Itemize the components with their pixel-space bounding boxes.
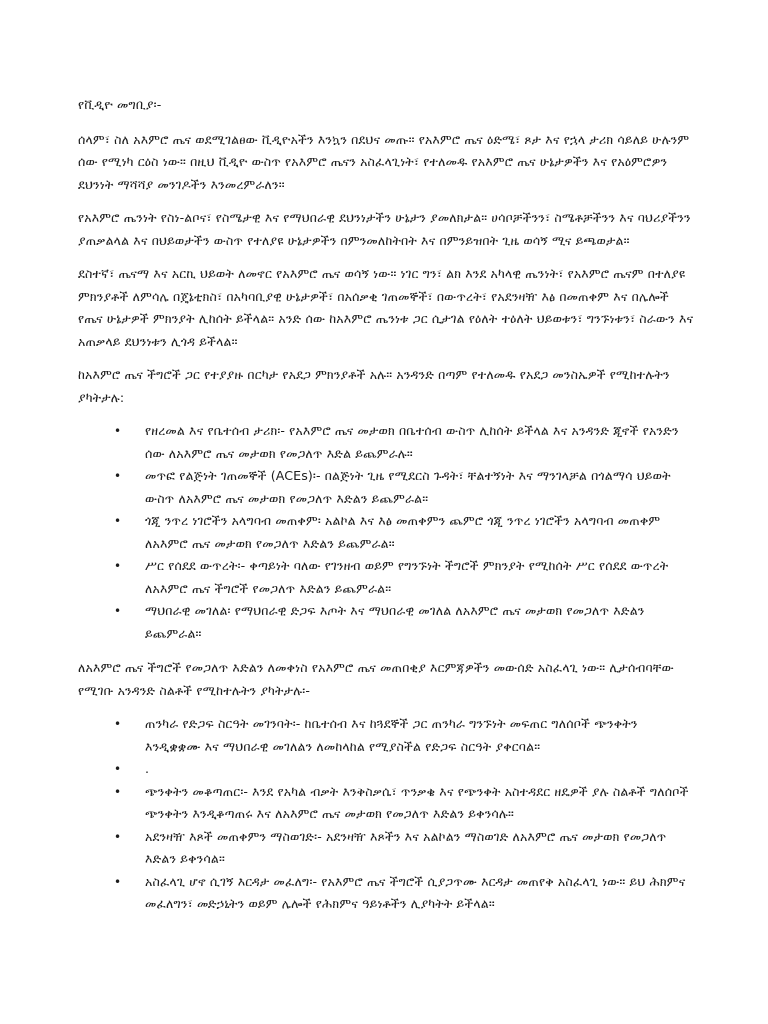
list-item (78, 600, 696, 645)
list-item (78, 420, 696, 465)
bullet-icon: • (114, 874, 122, 889)
bullet-icon: • (114, 784, 122, 799)
list-item (78, 871, 696, 916)
intro-paragraph: ሰላም፣ ስለ አእምሮ ጤና ወደሚገልፀው ቪዲዮአችን እንኳን በደህና መጡ። የአእምሮ ጤና ዕድሜ፣ ጾታ እና የኋላ ታሪክ ሳይለይ ሁሉንም ሰው የሚነካ ርዕስ ነው። በዚህ ቪዲዮ ውስጥ የአእምሮ ጤናን አስፈላጊነት፣ የተለመዱ የአእምሮ ጤና ሁኔታዎችን እና የአዕምሮዎን ደህንነት ማሻሻያ መንገዶችን እንመረምራለን። (78, 131, 690, 192)
strategies-list (78, 713, 696, 916)
list-item-text: አስፈላጊ ሆኖ ሲገኝ እርዳታ መፈለግ፡- የአእምሮ ጤና ችግሮች ሲያጋጥሙ እርዳታ መጠየቅ አስፈላጊ ነው። ይህ ሕክምና መፈለግን፣ መድኃኒትን ወይም ሌሎች የሕክምና ዓይነቶችን ሊያካትት ይችላል። (145, 873, 686, 911)
importance-paragraph: ደስተኛ፣ ጤናማ እና አርኪ ህይወት ለመኖር የአእምሮ ጤና ወሳኝ ነው። ነገር ግን፣ ልክ እንደ አካላዊ ጤንነት፣ የአእምሮ ጤናም በተለያዩ ምክንያቶች ለምሳሌ በጄኔቲክስ፣ በአካባቢያዊ ሁኔታዎች፣ በአሰቃቂ ገጠመኞች፣ በውጥረት፣ የአደንዛዥ እፅ በመጠቀም እና በሌሎች የጤና ሁኔታዎች ምክንያት ሊከሰት ይችላል። አንድ ሰው ከአእምሮ ጤንነቱ ጋር ሲታገል የዕለት ተዕለት ህይወቱን፣ ግንኙነቱን፣ ስራውን እና አጠቃላይ ደህንነቱን ሊጎዳ ይችላል። (78, 266, 694, 349)
list-item (78, 758, 696, 781)
risk-factors-intro-paragraph: ከአእምሮ ጤና ችግሮች ጋር የተያያዙ በርካታ የአደጋ ምክንያቶች አሉ። አንዳንድ በጣም የተለመዱ የአደጋ መንስኤዎች የሚከተሉትን ያካትታሉ: (78, 367, 670, 405)
prevention-intro-paragraph: ለአእምሮ ጤና ችግሮች የመጋለጥ እድልን ለመቀነስ የአእምሮ ጤና መጠበቂያ እርምጃዎችን መውሰድ አስፈላጊ ነው። ሊታሰብባቸው የሚገቡ አንዳንድ ስልቶች የሚከተሉትን ያካትታሉ፡- (78, 660, 674, 698)
bullet-icon: • (114, 424, 122, 438)
bullet-icon: • (114, 604, 122, 618)
list-item-text: የዘረመል እና የቤተሰብ ታሪክ፡- የአእምሮ ጤና መታወክ በቤተሰብ ውስጥ ሊከሰት ይችላል እና አንዳንድ ጂኖች የአንድን ሰው ለአእምሮ ጤና መታወክ የመጋለጥ እድል ይጨምራሉ። (145, 423, 679, 461)
list-item-text: . (145, 761, 150, 776)
list-item (78, 826, 696, 871)
definition-paragraph: የአእምሮ ጤንነት የስነ-ልቦና፣ የስሜታዊ እና የማህበራዊ ደህንነታችን ሁኔታን ያመለክታል። ሀሳቦቻችንን፣ ስሜቶቻችንን እና ባህሪያችንን ያጠቃልላል እና በህይወታችን ውስጥ የተለያዩ ሁኔታዎችን በምንመለከትበት እና በምንይዝበት ጊዜ ወሳኝ ሚና ይጫወታል። (78, 210, 691, 248)
list-item-text: ሥር የሰደደ ውጥረት፡- ቀጣይነት ባለው የገንዘብ ወይም የግንኙነት ችግሮች ምክንያት የሚከሰት ሥር የሰደደ ውጥረት ለአእምሮ ጤና ችግሮች የመጋለጥ እድልን ይጨምራል። (145, 558, 669, 596)
risk-factors-list (78, 420, 696, 645)
bullet-icon: • (114, 559, 122, 573)
list-item-text: አደንዛዥ እጾች መጠቀምን ማስወገድ፡- አደንዛዥ እጾችን እና አልኮልን ማስወገድ ለአእምሮ ጤና መታወክ የመጋለጥ እድልን ይቀንሳል። (145, 828, 667, 866)
list-item-text: መጥፎ የልጅነት ገጠመኞች (ACEs)፡- በልጅነት ጊዜ የሚደርስ ጉዳት፣ ቸልተኝነት እና ማንገላቻል በጎልማሳ ህይወት ውስጥ ለአእምሮ ጤና መታወክ የመጋለጥ እድልን ይጨምራል። (145, 468, 671, 506)
list-item (78, 510, 696, 555)
list-item-text: ጭንቀትን መቆጣጠር፡- እንደ የአካል ብቃት እንቅስቃሴ፣ ጥንቃቄ እና የጭንቀት አስተዳደር ዘዴዎች ያሉ ስልቶች ግለሰቦች ጭንቀትን እንዲቆጣጠሩ እና ለአእምሮ ጤና መታወክ የመጋለጥ እድልን ይቀንሳሉ። (145, 783, 689, 821)
bullet-icon: • (114, 829, 122, 844)
list-item-text: ማህበራዊ መገለል፡ የማህበራዊ ድጋፍ እጦት እና ማህበራዊ መገለል ለአእምሮ ጤና መታወክ የመጋለጥ እድልን ይጨምራል። (145, 603, 645, 641)
list-item (78, 781, 696, 826)
list-item-text: ጠንካራ የድጋፍ ስርዓት መገንባት፡- ከቤተሰብ እና ከጓደኞች ጋር ጠንካራ ግንኙነት መፍጠር ግለሰቦች ጭንቀትን እንዲቋቋሙ እና ማህበራዊ መገለልን ለመከላከል የሚያስችል የድጋፍ ስርዓት ያቀርባል። (145, 716, 638, 754)
list-item (78, 713, 696, 758)
bullet-icon: • (114, 717, 122, 731)
list-item-text: ጎጂ ንጥረ ነገሮችን አላግባብ መጠቀም፡ አልኮል እና እፅ መጠቀምን ጨምሮ ጎጂ ንጥረ ነገሮችን አላግባብ መጠቀም ለአእምሮ ጤና መታወክ የመጋለጥ እድልን ይጨምራል። (145, 513, 661, 551)
bullet-icon: • (114, 514, 122, 528)
list-item (78, 465, 696, 510)
list-item (78, 555, 696, 600)
bullet-icon: • (114, 469, 122, 483)
bullet-icon: • (114, 762, 122, 776)
document-heading: የቪዲዮ መግቢያ፡- (78, 97, 162, 112)
